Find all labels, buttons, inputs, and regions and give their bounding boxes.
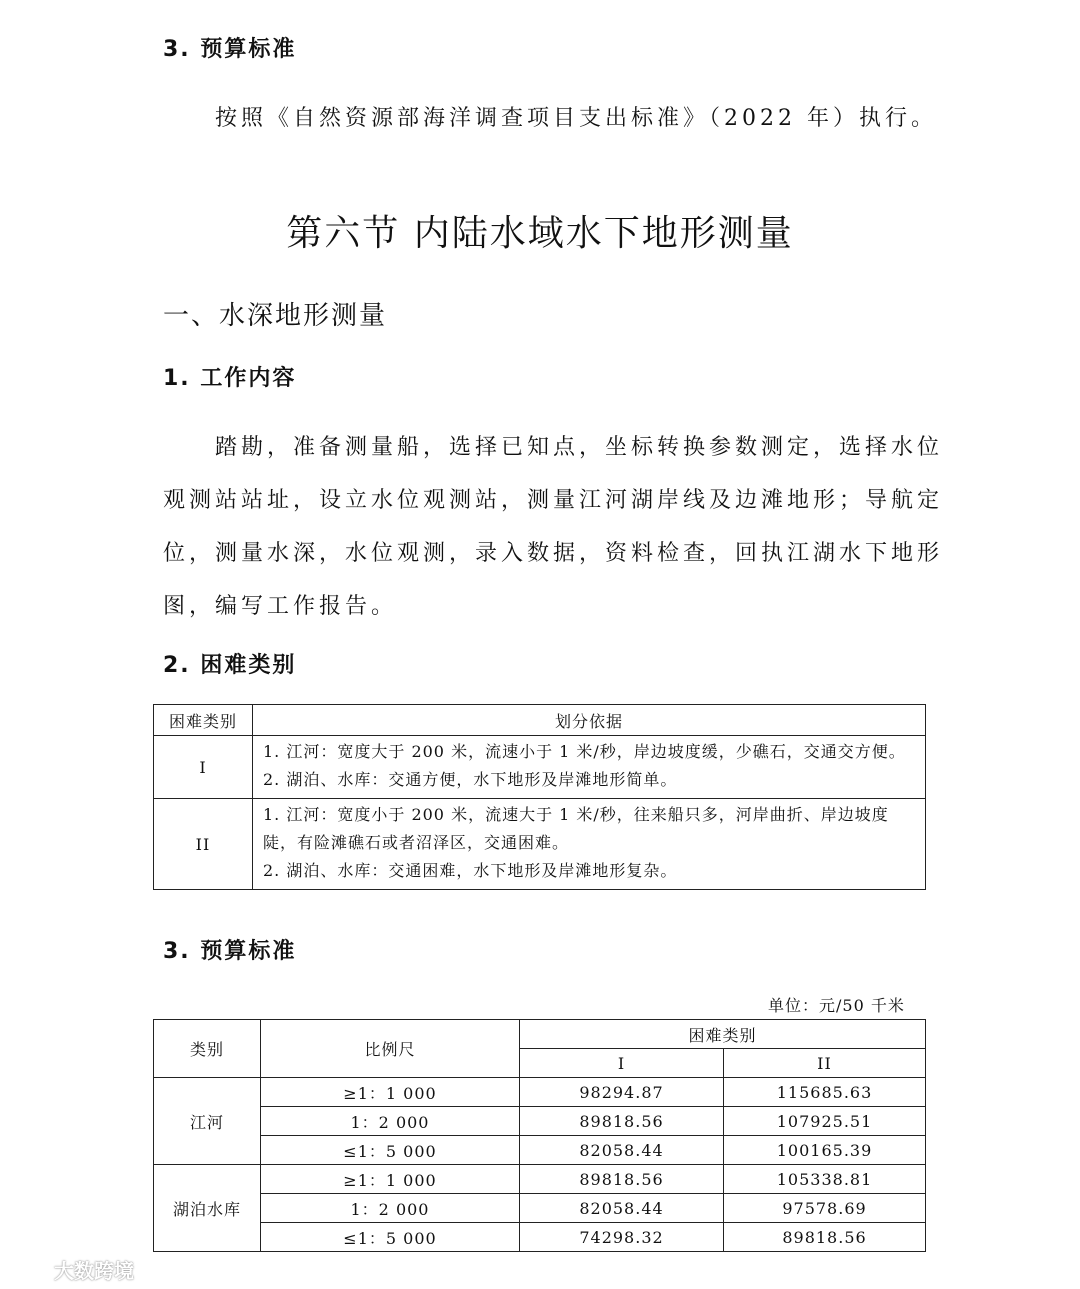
top-budget-heading: 3. 预算标准 — [163, 37, 297, 62]
watermark — [8, 1255, 134, 1284]
budget-value-1: 89818.56 — [520, 1165, 724, 1194]
budget-value-2: 97578.69 — [724, 1194, 926, 1223]
budget-header-category: 类别 — [154, 1020, 261, 1078]
difficulty-header-basis: 划分依据 — [253, 705, 926, 736]
budget-table — [153, 1019, 926, 1252]
work-content-line-3: 位，测量水深，水位观测，录入数据，资料检查，回执江湖水下地形 — [163, 541, 944, 566]
difficulty-basis-2 — [253, 799, 926, 890]
subsection-title: 一、水深地形测量 — [163, 301, 388, 331]
difficulty-basis-2-line-1: 1. 江河：宽度小于 200 米，流速大于 1 米/秒，往来船只多，河岸曲折、岸边坡度陡，有险滩礁石或者沼泽区，交通困难。 — [263, 805, 889, 852]
difficulty-category-1: I — [154, 736, 253, 799]
difficulty-table-header-row — [154, 705, 926, 736]
difficulty-basis-1-line-2: 2. 湖泊、水库：交通方便，水下地形及岸滩地形简单。 — [263, 770, 678, 789]
budget-scale: ≥1：1 000 — [261, 1165, 520, 1194]
table-row — [154, 799, 926, 890]
difficulty-table — [153, 704, 926, 890]
budget-value-2: 105338.81 — [724, 1165, 926, 1194]
budget-scale: ≥1：1 000 — [261, 1078, 520, 1107]
budget-scale: 1：2 000 — [261, 1194, 520, 1223]
watermark-text: 大数跨境 — [54, 1259, 134, 1283]
difficulty-basis-1 — [253, 736, 926, 799]
budget-header-scale: 比例尺 — [261, 1020, 520, 1078]
work-content-heading: 1. 工作内容 — [163, 366, 297, 391]
budget-value-1: 82058.44 — [520, 1136, 724, 1165]
budget-header-difficulty: 困难类别 — [520, 1020, 926, 1049]
budget-value-1: 82058.44 — [520, 1194, 724, 1223]
difficulty-basis-1-line-1: 1. 江河：宽度大于 200 米，流速小于 1 米/秒，岸边坡度缓，少礁石，交通交方便。 — [263, 742, 906, 761]
work-content-line-4: 图，编写工作报告。 — [163, 594, 398, 619]
table-row — [154, 1136, 926, 1165]
budget-subheader-1: I — [520, 1049, 724, 1078]
budget-scale: ≤1：5 000 — [261, 1223, 520, 1252]
budget-group-lake: 湖泊水库 — [154, 1165, 261, 1252]
chat-bubble-logo-icon — [8, 1259, 50, 1281]
budget-value-2: 89818.56 — [724, 1223, 926, 1252]
work-content-line-1: 踏勘，准备测量船，选择已知点，坐标转换参数测定，选择水位 — [215, 435, 944, 460]
budget-group-river: 江河 — [154, 1078, 261, 1165]
top-budget-paragraph: 按照《自然资源部海洋调查项目支出标准》（2022 年）执行。 — [215, 106, 937, 131]
difficulty-basis-2-line-2: 2. 湖泊、水库：交通困难，水下地形及岸滩地形复杂。 — [263, 861, 678, 880]
difficulty-header-category: 困难类别 — [154, 705, 253, 736]
budget-value-1: 89818.56 — [520, 1107, 724, 1136]
difficulty-category-2: II — [154, 799, 253, 890]
table-row — [154, 1165, 926, 1194]
budget-heading: 3. 预算标准 — [163, 939, 297, 964]
budget-scale: 1：2 000 — [261, 1107, 520, 1136]
budget-header-row — [154, 1020, 926, 1049]
work-content-line-2: 观测站站址，设立水位观测站，测量江河湖岸线及边滩地形；导航定 — [163, 488, 944, 513]
table-row — [154, 1078, 926, 1107]
budget-subheader-2: II — [724, 1049, 926, 1078]
table-row — [154, 736, 926, 799]
budget-value-1: 74298.32 — [520, 1223, 724, 1252]
budget-value-2: 100165.39 — [724, 1136, 926, 1165]
budget-value-2: 107925.51 — [724, 1107, 926, 1136]
table-row — [154, 1223, 926, 1252]
section-title: 第六节 内陆水域水下地形测量 — [286, 213, 794, 254]
table-row — [154, 1107, 926, 1136]
difficulty-heading: 2. 困难类别 — [163, 653, 297, 678]
budget-unit: 单位：元/50 千米 — [768, 996, 905, 1015]
table-row — [154, 1194, 926, 1223]
budget-value-2: 115685.63 — [724, 1078, 926, 1107]
budget-scale: ≤1：5 000 — [261, 1136, 520, 1165]
budget-value-1: 98294.87 — [520, 1078, 724, 1107]
